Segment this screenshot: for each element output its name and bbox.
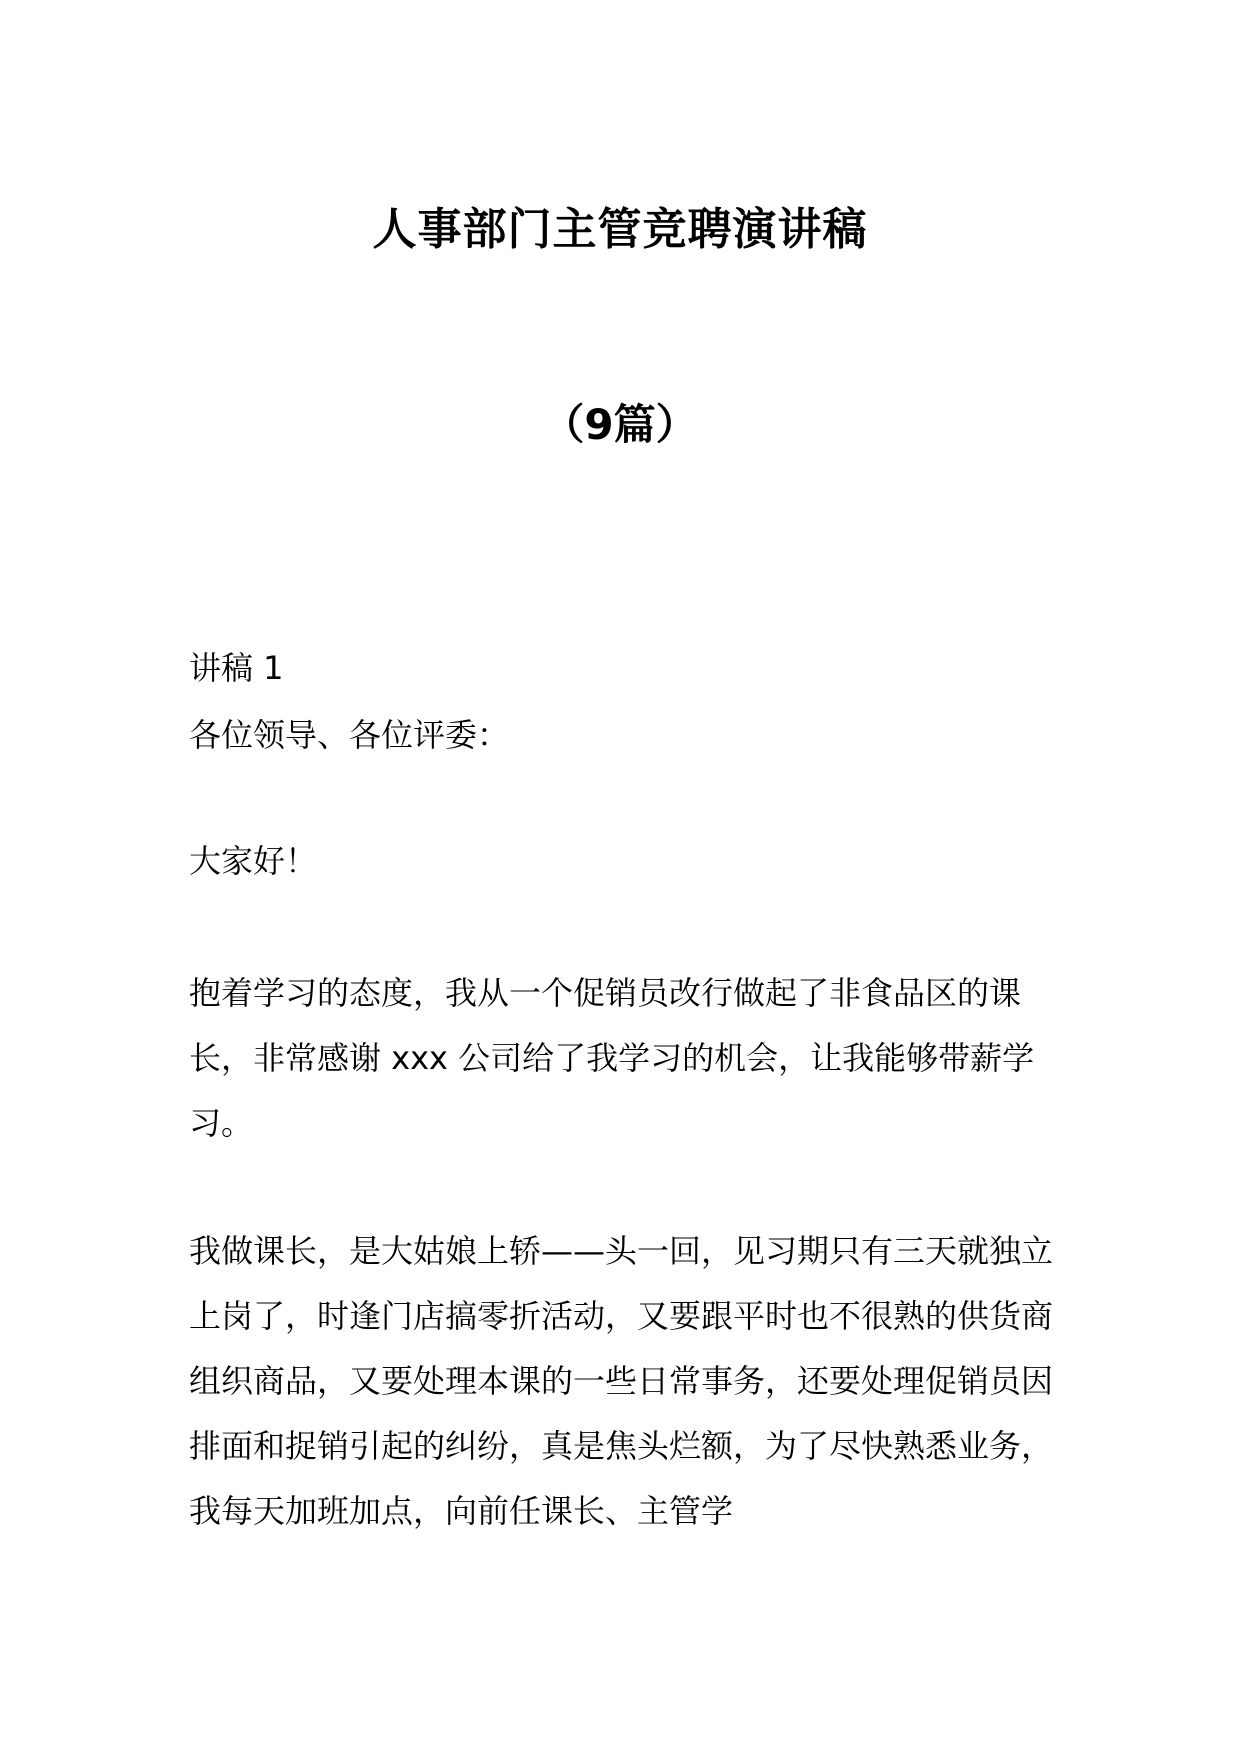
body-paragraph-1: 抱着学习的态度，我从一个促销员改行做起了非食品区的课长，非常感谢 xxx 公司给了我学习的机会，让我能够带薪学习。 <box>189 974 1035 1142</box>
salutation: 各位领导、各位评委： <box>189 716 510 754</box>
document-title: 人事部门主管竞聘演讲稿 <box>372 204 868 255</box>
section-label: 讲稿 1 <box>189 649 284 687</box>
body-paragraph-2: 我做课长，是大姑娘上轿——头一回，见习期只有三天就独立上岗了，时逢门店搞零折活动，又要跟平时也不很熟的供货商组织商品，又要处理本课的一些日常事务，还要处理促销员因排面和捉销引起的纠纷，真是焦头烂额，为了尽快熟悉业务，我每天加班加点，向前任课长、主管学 <box>189 1232 1054 1530</box>
document-subtitle: （9篇） <box>542 400 698 449</box>
greeting: 大家好！ <box>189 842 318 880</box>
